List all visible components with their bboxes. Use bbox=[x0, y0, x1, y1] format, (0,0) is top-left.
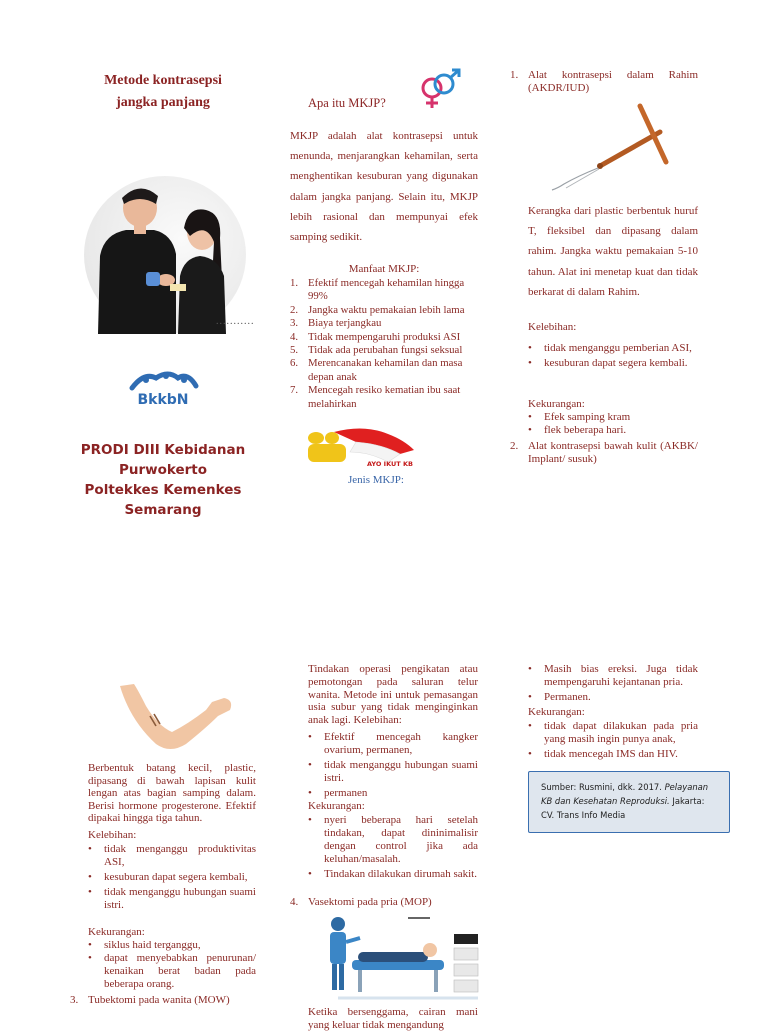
list-item: • Masih bias ereksi. Juga tidak mempengaruhi kejantanan pria. bbox=[528, 663, 698, 688]
title-line-1: Metode kontrasepsi bbox=[104, 73, 222, 88]
implant-pros-list bbox=[88, 843, 256, 914]
list-item: • tidak menganggu produktivitas ASI, bbox=[88, 843, 256, 868]
mop-heading: 4. Vasektomi pada pria (MOP) bbox=[290, 896, 432, 908]
bkkbn-logo-text: BkkbN bbox=[137, 392, 189, 408]
tubectomy-description: Tindakan operasi pengikatan atau pemotongan pada saluran telur wanita. Metode ini untuk pemasangan usia subur yang tidak menginginkan anak lagi. Kelebihan: bbox=[308, 663, 478, 727]
list-item: • nyeri beberapa hari setelah tindakan, dapat dininimalisir dengan control jika ada keluhan/masalah. bbox=[308, 814, 478, 865]
list-item: • Efek samping kram bbox=[528, 411, 631, 423]
source-book-title: Pelayanan KB dan Kesehatan Reproduksi. bbox=[541, 782, 709, 806]
brochure-title bbox=[70, 70, 256, 114]
implant-cons-label: Kekurangan: bbox=[88, 926, 145, 938]
source-publisher: Jakarta: CV. Trans Info Media bbox=[541, 796, 705, 820]
prodi-line-2: Purwokerto bbox=[118, 462, 208, 478]
list-item: • dapat menyebabkan penurunan/ kenaikan berat badan pada beberapa orang. bbox=[88, 952, 256, 990]
list-item: 4. Tidak mempengaruhi produksi ASI bbox=[290, 330, 461, 343]
list-item: • Tindakan dilakukan dirumah sakit. bbox=[308, 868, 477, 880]
gender-symbol-icon bbox=[416, 68, 464, 112]
benefits-list bbox=[290, 277, 480, 411]
implant-arm-illustration bbox=[116, 680, 234, 756]
list-item: • tidak menganggu hubungan suami istri. bbox=[88, 886, 256, 911]
akdr-pros-label: Kelebihan: bbox=[528, 321, 577, 333]
mow-heading: 3. Tubektomi pada wanita (MOW) bbox=[70, 994, 230, 1006]
prodi-block bbox=[66, 440, 260, 520]
list-item: 5. Tidak ada perubahan fungsi seksual bbox=[290, 344, 463, 357]
akdr-heading: 1. Alat kontrasepsi dalam Rahim (AKDR/IUD) bbox=[510, 69, 698, 94]
list-item: 7. Mencegah resiko kematian ibu saat melahirkan bbox=[290, 384, 461, 410]
source-box bbox=[528, 771, 730, 833]
vasectomy-cons-list bbox=[528, 720, 698, 763]
couple-photo bbox=[84, 176, 246, 334]
tubectomy-cons-list bbox=[308, 814, 478, 883]
flag-caption: AYO IKUT KB bbox=[367, 460, 413, 468]
list-item: • tidak menganggu hubungan suami istri. bbox=[308, 759, 478, 784]
vasectomy-pros-list bbox=[528, 663, 698, 706]
list-item: • flek beberapa hari. bbox=[528, 424, 627, 436]
list-item: • Efektif mencegah kangker ovarium, permanen, bbox=[308, 731, 478, 756]
akdr-cons-list bbox=[528, 411, 698, 439]
implant-cons-list bbox=[88, 939, 256, 993]
list-item: 2. Jangka waktu pemakaian lebih lama bbox=[290, 303, 465, 316]
list-item: • kesuburan dapat segera kembali. bbox=[528, 357, 688, 369]
list-item: • tidak menganggu pemberian ASI, bbox=[528, 342, 692, 354]
list-item: • tidak mencegah IMS dan HIV. bbox=[528, 748, 678, 760]
dotted-line: ........... bbox=[216, 316, 255, 327]
list-item: 3. Biaya terjangkau bbox=[290, 317, 382, 330]
implant-pros-label: Kelebihan: bbox=[88, 829, 137, 841]
prodi-line-1: PRODI DIII Kebidanan bbox=[80, 442, 246, 458]
tubectomy-pros-list bbox=[308, 731, 478, 802]
akdr-description: Kerangka dari plastic berbentuk huruf T, fleksibel dan dipasang dalam rahim. Jangka waktu pemakaian 5-10 tahun. Alat ini menetap kuat dan tidak berkarat di dalam Rahim. bbox=[528, 205, 698, 298]
list-item: • siklus haid terganggu, bbox=[88, 939, 201, 951]
bkkbn-logo bbox=[126, 368, 200, 408]
mkjp-definition: MKJP adalah alat kontrasepsi untuk menunda, menjarangkan kehamilan, serta menghentikan kesuburan yang digunakan dalam jangka panjang. Selain itu, MKJP lebih rasional dan mempunyai efek samping sedikit. bbox=[290, 130, 478, 244]
list-item: 1. Efektif mencegah kehamilan hingga 99% bbox=[290, 277, 465, 303]
title-line-2: jangka panjang bbox=[116, 95, 210, 110]
list-item: • permanen bbox=[308, 787, 368, 799]
list-item: • Permanen. bbox=[528, 691, 591, 703]
akdr-pros-list bbox=[528, 342, 698, 372]
akbk-heading: 2. Alat kontrasepsi bawah kulit (AKBK/ Implant/ susuk) bbox=[510, 440, 698, 465]
implant-description: Berbentuk batang kecil, plastic, dipasang di bawah lapisan kulit lengan atas bagian samping dalam. Berisi hormone progesterone. Efektif dipakai hingga tiga tahun. bbox=[88, 762, 256, 825]
mkjp-question: Apa itu MKJP? bbox=[308, 96, 386, 110]
akdr-cons-label: Kekurangan: bbox=[528, 398, 585, 410]
list-item: • tidak dapat dilakukan pada pria yang masih ingin punya anak, bbox=[528, 720, 698, 745]
benefits-heading: Manfaat MKJP: bbox=[348, 263, 420, 275]
types-heading: Jenis MKJP: bbox=[348, 474, 404, 486]
list-item: 6. Merencanakan kehamilan dan masa depan anak bbox=[290, 357, 463, 383]
vasectomy-illustration bbox=[318, 912, 484, 1002]
ayo-ikut-kb-illustration bbox=[304, 424, 416, 468]
prodi-line-3: Poltekkes Kemenkes bbox=[84, 482, 242, 498]
vasectomy-cons-label: Kekurangan: bbox=[528, 706, 585, 718]
source-prefix: Sumber: Rusmini, dkk. 2017. bbox=[541, 782, 662, 792]
list-item: • kesuburan dapat segera kembali, bbox=[88, 871, 248, 883]
vasectomy-description: Ketika bersenggama, cairan mani yang keluar tidak mengandung bbox=[308, 1006, 478, 1031]
iud-illustration bbox=[544, 100, 674, 196]
prodi-line-4: Semarang bbox=[124, 502, 202, 518]
tubectomy-cons-label: Kekurangan: bbox=[308, 800, 365, 812]
